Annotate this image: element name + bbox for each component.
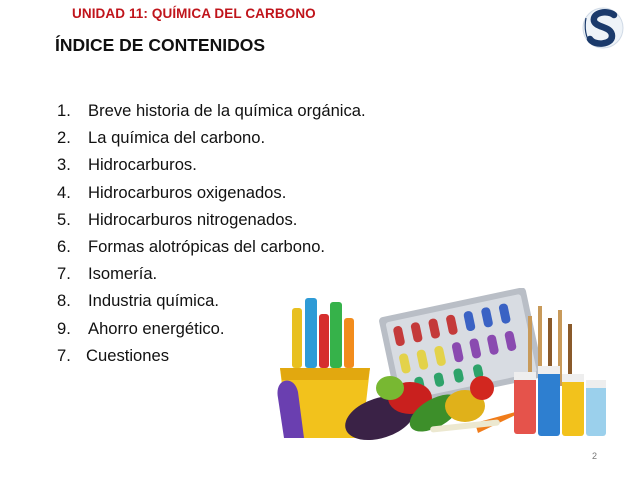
toc-number: 8.: [57, 291, 71, 311]
toc-item: [57, 179, 366, 206]
toc-number: 7.: [57, 264, 71, 284]
toc-item: [57, 233, 366, 260]
toc-label: Hidrocarburos.: [88, 155, 197, 175]
unit-title: UNIDAD 11: QUÍMICA DEL CARBONO: [72, 6, 316, 21]
toc-label: Hidrocarburos nitrogenados.: [88, 209, 298, 229]
index-title: ÍNDICE DE CONTENIDOS: [55, 35, 266, 55]
toc-number: 6.: [57, 236, 71, 256]
toc-label: Formas alotrópicas del carbono.: [88, 236, 326, 256]
toc-label: Breve historia de la química orgánica.: [88, 101, 366, 120]
toc-label: Cuestiones: [86, 345, 170, 365]
toc-number: 7.: [57, 345, 71, 365]
toc-item: [57, 206, 366, 233]
toc-item: [57, 260, 366, 287]
toc-item: [57, 151, 366, 178]
toc-number: 3.: [57, 155, 71, 175]
toc-label: Hidrocarburos oxigenados.: [88, 182, 287, 202]
s-logo-icon: [578, 6, 628, 50]
toc-number: 9.: [57, 318, 71, 338]
page-number: 2: [592, 451, 598, 461]
toc-label: Industria química.: [88, 291, 219, 311]
toc-number: 5.: [57, 209, 71, 229]
toc-item: [57, 124, 366, 151]
toc-number: 4.: [57, 182, 71, 202]
toc-label: La química del carbono.: [88, 128, 266, 148]
toc-item: [57, 97, 366, 124]
toc-label: Ahorro energético.: [88, 318, 225, 338]
toc-label: Isomería.: [88, 264, 158, 284]
toc-number: 2.: [57, 128, 71, 148]
toc-number: 1.: [57, 101, 71, 120]
chemical-products-illustration: [270, 288, 610, 456]
